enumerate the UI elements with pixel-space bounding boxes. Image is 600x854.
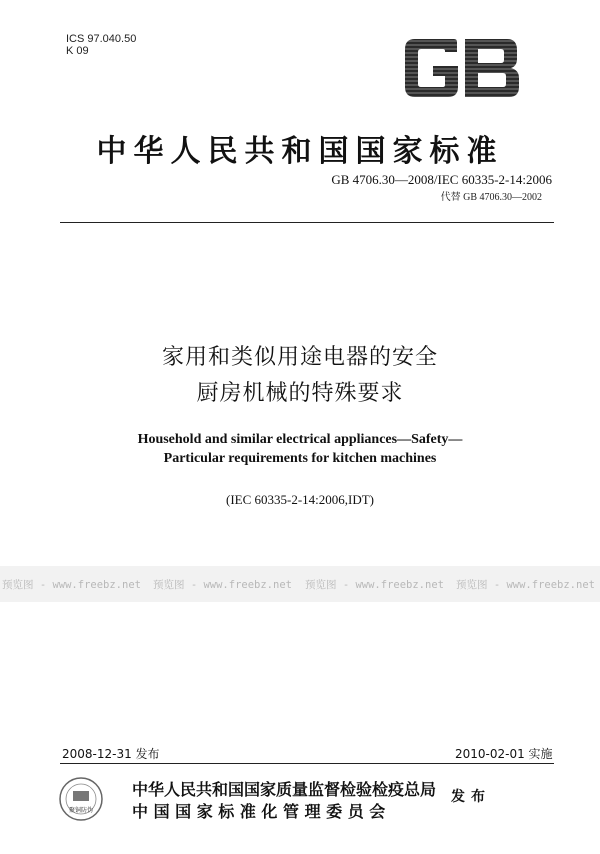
watermark-text: 预览图 - www.freebz.net — [305, 579, 444, 591]
anti-counterfeit-seal-icon — [58, 776, 104, 822]
standard-title: 中华人民共和国国家标准 — [96, 134, 504, 169]
issue-date: 2008-12-31 发布 — [62, 747, 160, 761]
idt-note: (IEC 60335-2-14:2006,IDT) — [225, 492, 375, 507]
replaces-note: 代替 GB 4706.30—2002 — [440, 192, 542, 203]
issuer-line1: 中华人民共和国国家质量监督检验检疫总局 — [132, 780, 437, 799]
title-cn-line2: 厨房机械的特殊要求 — [196, 381, 404, 406]
footer-divider — [60, 763, 554, 764]
watermark-text: 预览图 - www.freebz.net — [456, 579, 595, 591]
watermark-band — [0, 566, 600, 602]
gb-logo-icon — [403, 38, 521, 98]
ics-code: ICS 97.040.50 — [66, 33, 137, 45]
publish-label: 发布 — [451, 789, 491, 805]
standard-number: GB 4706.30—2008/IEC 60335-2-14:2006 — [331, 172, 552, 187]
ccs-code: K 09 — [66, 45, 89, 57]
title-divider — [60, 222, 554, 223]
issuer-line2: 中 国 国 家 标 准 化 管 理 委 员 会 — [132, 802, 386, 821]
watermark-text: 预览图 - www.freebz.net — [153, 579, 292, 591]
seal-text: 聚铜防伪 — [68, 807, 94, 814]
watermark-text: 预览图 - www.freebz.net — [2, 579, 141, 591]
classification-codes — [66, 33, 136, 57]
title-cn-line1: 家用和类似用途电器的安全 — [161, 345, 438, 370]
title-en-line2: Particular requirements for kitchen machines — [163, 451, 437, 466]
implement-date: 2010-02-01 实施 — [455, 747, 553, 761]
title-en-line1: Household and similar electrical appliances—Safety— — [137, 432, 463, 447]
